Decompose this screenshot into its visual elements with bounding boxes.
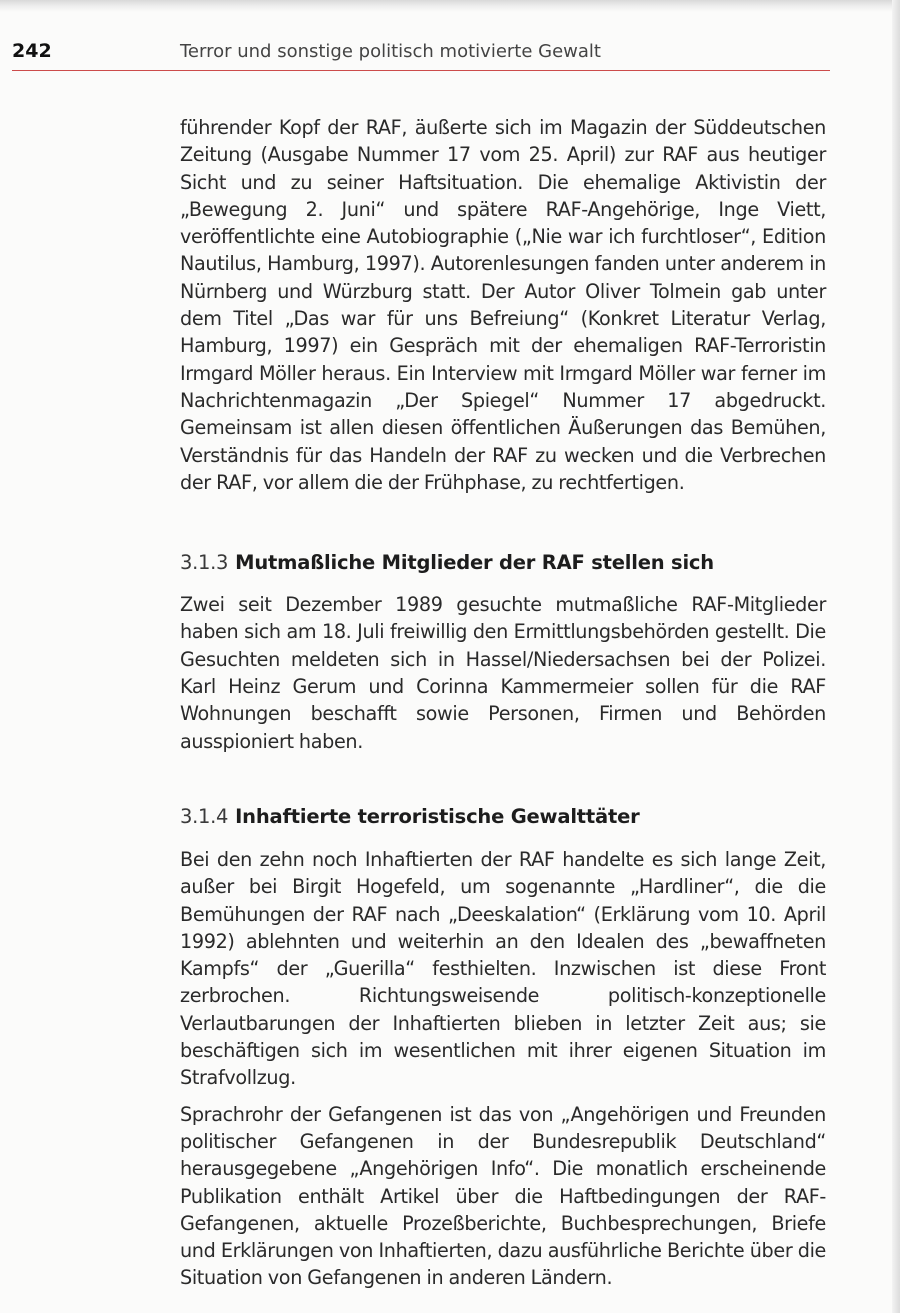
page-edge-shadow [892, 0, 900, 1313]
section-3-1-3-paragraph: Zwei seit Dezember 1989 gesuchte mutmaßliche RAF-Mitglieder haben sich am 18. Juli freiwillig den Ermittlungsbehörden gestellt. Die Gesuchten meldeten sich in Hassel/Niedersachsen bei der Polizei. Karl Heinz Gerum und Corinna Kammermeier sollen für die RAF Wohnungen beschafft sowie Personen, Firmen und Behörden ausspioniert haben. [180, 593, 826, 753]
section-heading-3-1-3 [180, 549, 826, 576]
page-content [180, 114, 826, 1292]
section-title: Mutmaßliche Mitglieder der RAF stellen sich [235, 551, 714, 575]
section-3-1-4-paragraph-2: Sprachrohr der Gefangenen ist das von „Angehörigen und Freunden politischer Gefangenen in der Bundesrepublik Deutschland“ herausgegebene „Angehörigen Info“. Die monatlich erscheinende Publikation enthält Artikel über die Haftbedingungen der RAF-Gefangenen, aktuelle Prozeßberichte, Buchbesprechungen, Briefe und Erklärungen von Inhaftierten, dazu ausführliche Berichte über die Situation von Gefangenen in anderen Ländern. [180, 1102, 826, 1290]
section-heading-3-1-4 [180, 803, 826, 830]
page-header [12, 40, 830, 71]
running-title: Terror und sonstige politisch motivierte Gewalt [180, 41, 601, 62]
section-title: Inhaftierte terroristische Gewalttäter [235, 804, 640, 828]
section-number: 3.1.4 [180, 804, 229, 828]
section-number: 3.1.3 [180, 551, 229, 575]
page-number: 242 [12, 40, 52, 62]
paragraph-continued: führender Kopf der RAF, äußerte sich im Magazin der Süddeutschen Zeitung (Ausgabe Nummer 17 vom 25. April) zur RAF aus heutiger Sicht und zu seiner Haftsituation. Die ehemalige Aktivistin der „Bewegung 2. Juni“ und spätere RAF-Angehörige, Inge Viett, veröffentlichte eine Autobiographie („Nie war ich furchtloser“, Edition Nautilus, Hamburg, 1997). Autorenlesungen fanden unter anderem in Nürnberg und Würzburg statt. Der Autor Oliver Tolmein gab unter dem Titel „Das war für uns Befreiung“ (Konkret Literatur Verlag, Hamburg, 1997) ein Gespräch mit der ehemaligen RAF-Terroristin Irmgard Möller heraus. Ein Interview mit Irmgard Möller war ferner im Nachrichtenmagazin „Der Spiegel“ Nummer 17 abgedruckt. Gemeinsam ist allen diesen öffentlichen Äußerungen das Bemühen, Verständnis für das Handeln der RAF zu wecken und die Verbrechen der RAF, vor allem die der Frühphase, zu rechtfertigen. [180, 116, 826, 494]
section-3-1-4-paragraph-1: Bei den zehn noch Inhaftierten der RAF handelte es sich lange Zeit, außer bei Birgit Hogefeld, um sogenannte „Hardliner“, die die Bemühungen der RAF nach „Deeskalation“ (Erklärung vom 10. April 1992) ablehnten und weiterhin an den Idealen des „bewaffneten Kampfs“ der „Guerilla“ festhielten. Inzwischen ist diese Front zerbrochen. Richtungsweisende politisch-konzeptionelle Verlautbarungen der Inhaftierten blieben in letzter Zeit aus; sie beschäftigen sich im wesentlichen mit ihrer eigenen Situation im Strafvollzug. [180, 847, 826, 1090]
